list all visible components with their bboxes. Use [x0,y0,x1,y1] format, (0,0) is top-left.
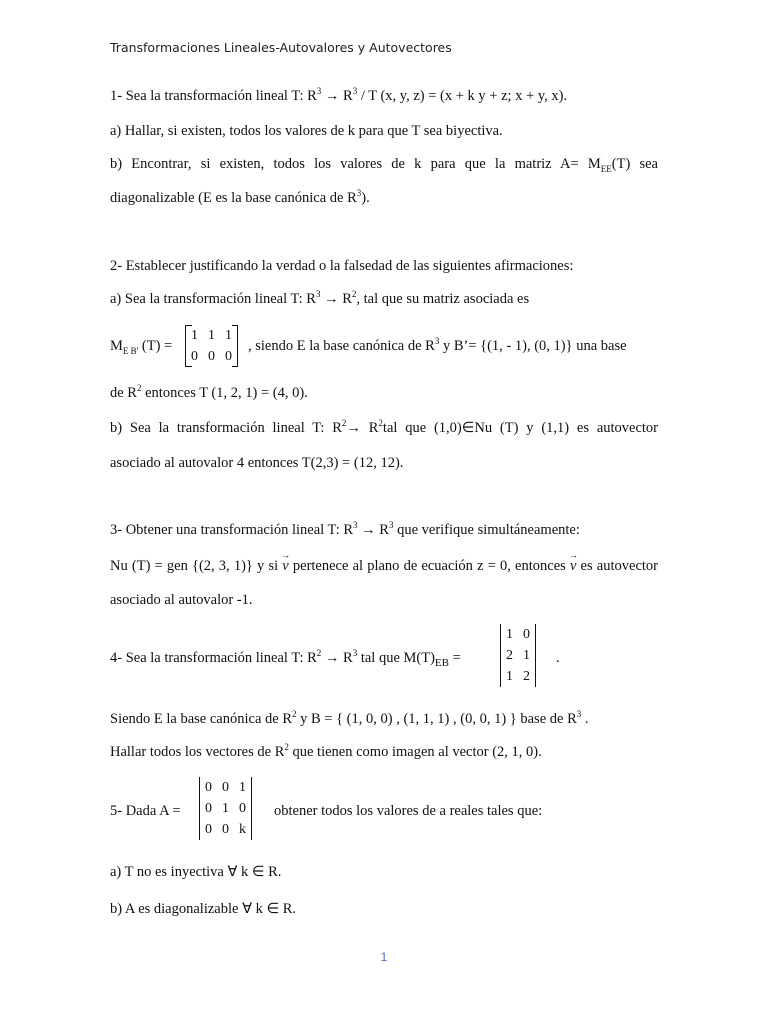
exercise-4-line3: Hallar todos los vectores de $R^2$ que tienen como imagen al vector (2, 1, 0). [110,742,542,760]
matrix-4-table: 1 0 2 1 1 2 [500,624,536,687]
matrix-2a-table: 1 1 1 0 0 0 [185,325,238,367]
exercise-1a: a) Hallar, si existen, todos los valores de k para que T sea biyectiva. [110,123,503,139]
exercise-5a: a) T no es inyectiva ∀ k ∈ R. [110,864,282,880]
exercise-2b-line2: asociado al autovalor 4 entonces T(2,3) = (12, 12). [110,455,404,471]
exercise-2b-line1: b) Sea la transformación lineal T: $R^2\to R^2tal$ que (1,0)∈Nu (T) y (1,1) es autovector [110,418,659,436]
vector-v-symbol: → v [282,559,288,574]
exercise-1b-line1: b) Encontrar, si existen, todos los valores de k para que la matriz $A= M_{EE}(T)$ sea [110,156,658,174]
exercise-2a-line1: a) Sea la transformación lineal T: $R^3 \to R^2$, tal que su matriz asociada es [110,289,530,307]
page-number: 1 [380,950,388,964]
matrix-4-period: . [556,650,560,666]
vector-v-symbol: → v [570,559,576,574]
matrix-5 [199,777,252,840]
exercise-2a-line2: , siendo E la base canónica de $R^3$ y B’= {(1, - 1), (0, 1)} una base [248,336,627,354]
exercise-3-statement: 3- Obtener una transformación lineal T: $R^3 \to R^3$ que verifique simultáneamente: [110,520,580,538]
matrix-2a [185,325,238,367]
exercise-1-statement: 1- Sea la transformación lineal T: $R^3 \to R^3 / T$ (x, y, z) = (x + k y + z; x + y, x). [110,86,568,104]
exercise-2a-line3: de $R^2$ entonces T (1, 2, 1) = (4, 0). [110,383,308,401]
exercise-2a-matrix-label: $M_{E B'}$ (T) = [110,338,173,356]
page-header: Transformaciones Lineales-Autovalores y Autovectores [110,40,452,55]
exercise-1b-line2: diagonalizable (E es la base canónica de $R^3$). [110,188,370,206]
matrix-5-table: 0 0 1 0 1 0 0 0 k [199,777,252,840]
matrix-4 [500,624,536,687]
exercise-4-line2: Siendo E la base canónica de $R^2$ y B = { (1, 0, 0) , (1, 1, 1) , (0, 0, 1) } base de $R^3$ . [110,709,589,727]
exercise-2-statement: 2- Establecer justificando la verdad o la falsedad de las siguientes afirmaciones: [110,258,574,274]
exercise-5-statement: 5- Dada A = [110,803,181,819]
exercise-3-line3: asociado al autovalor -1. [110,592,253,608]
exercise-4-statement: 4- Sea la transformación lineal T: $R^2 \to R^3$ tal que $M(T)_{EB}$ = [110,648,461,669]
exercise-5-statement-end: obtener todos los valores de a reales tales que: [274,803,543,819]
exercise-5b: b) A es diagonalizable ∀ k ∈ R. [110,901,297,917]
exercise-3-line2: Nu (T) = gen {(2, 3, 1)} y si → v pertenece al plano de ecuación z = 0, entonces → v es autovector [110,559,658,574]
